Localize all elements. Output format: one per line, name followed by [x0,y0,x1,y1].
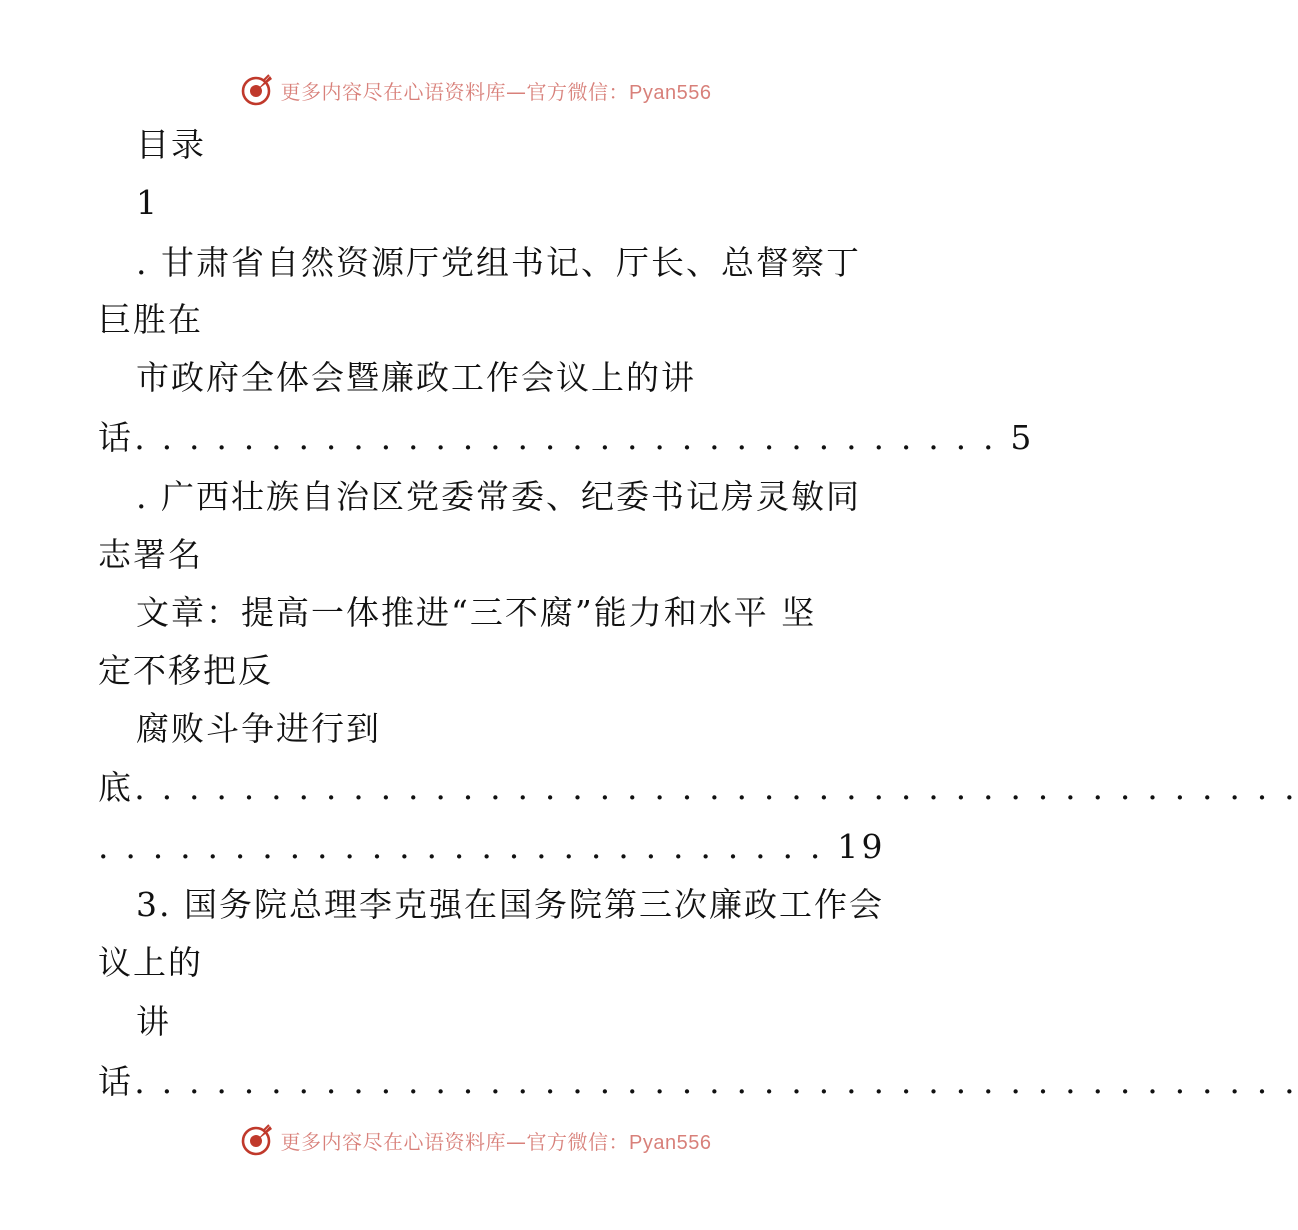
toc-heading: 目录 [136,125,206,164]
header-banner-inner [239,72,712,108]
header-banner-text [281,76,712,105]
header-banner [0,68,950,112]
toc-entry-1-line-3: 市政府全体会暨廉政工作会议上的讲 [136,358,696,397]
footer-banner-text [281,1126,712,1155]
header-banner-label: 更多内容尽在心语资料库—官方微信： [280,79,630,104]
toc-entry-2-line-5: 腐败斗争进行到 [136,709,381,748]
toc-entry-1-line-4: 话. . . . . . . . . . . . . . . . . . . . . . . . . . . . . . . . 5 [98,418,1035,457]
footer-banner-handle: Pyan556 [629,1131,712,1154]
toc-number-1: 1 [136,183,159,222]
toc-entry-3-line-2: 议上的 [98,943,203,982]
toc-entry-3-line-1: 3. 国务院总理李克强在国务院第三次廉政工作会 [136,885,884,924]
toc-entry-3-line-3: 讲 [136,1002,171,1041]
pen-nib-logo-icon [239,1122,275,1158]
header-banner-handle: Pyan556 [629,81,712,104]
toc-entry-2-line-3: 文章：提高一体推进“三不腐”能力和水平 坚 [136,593,817,632]
pen-nib-logo-icon [239,72,275,108]
toc-entry-2-line-1: . 广西壮族自治区党委常委、纪委书记房灵敏同 [136,477,861,516]
toc-entry-3-line-4: 话. . . . . . . . . . . . . . . . . . . . . . . . . . . . . . . . . . . . . . . . . . . [98,1062,1298,1101]
toc-entry-1-line-1: . 甘肃省自然资源厅党组书记、厅长、总督察丁 [136,243,861,282]
toc-entry-2-line-4: 定不移把反 [98,651,273,690]
toc-entry-2-line-7: . . . . . . . . . . . . . . . . . . . . . . . . . . . 19 [98,827,886,866]
footer-banner-inner [239,1122,712,1158]
toc-entry-1-line-2: 巨胜在 [98,300,203,339]
toc-entry-2-line-6: 底. . . . . . . . . . . . . . . . . . . . . . . . . . . . . . . . . . . . . . . . . . . [98,768,1298,807]
footer-banner-label: 更多内容尽在心语资料库—官方微信： [280,1129,630,1154]
toc-entry-2-line-2: 志署名 [98,535,203,574]
footer-banner [0,1118,950,1162]
